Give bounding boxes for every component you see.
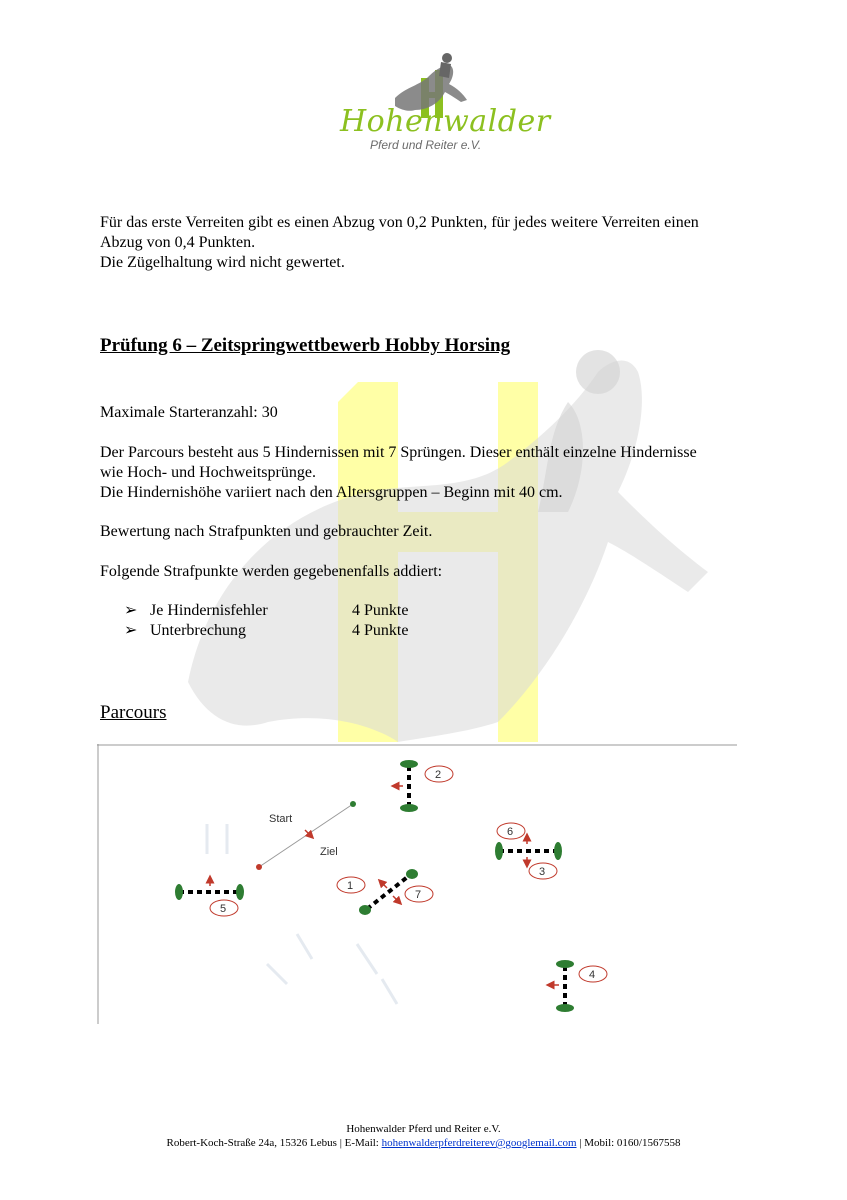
max-starters: Maximale Starteranzahl: 30: [100, 404, 278, 421]
logo-subtitle: Pferd und Reiter e.V.: [370, 138, 482, 152]
obstacle-number: 5: [220, 903, 227, 915]
obstacle-6-3: [495, 823, 562, 879]
start-post: [350, 801, 356, 807]
finish-label: Ziel: [320, 846, 338, 858]
obstacle-number: 6: [507, 826, 514, 838]
obstacle-number: 1: [347, 880, 354, 892]
penalty-value: 4 Punkte: [352, 602, 409, 619]
obstacle-number: 7: [415, 889, 422, 901]
parcours-heading: Parcours: [100, 702, 167, 723]
penalty-label: Je Hindernisfehler: [150, 602, 268, 619]
intro-line-1: Für das erste Verreiten gibt es einen Abzug von 0,2 Punkten, für jedes weitere Verreiten einen: [100, 214, 699, 231]
footer-address: Robert-Koch-Straße 24a, 15326 Lebus | E-Mail:: [166, 1137, 382, 1149]
penalties-intro: Folgende Strafpunkte werden gegebenenfalls addiert:: [100, 563, 443, 580]
logo-name: Hohenwalder: [340, 104, 551, 139]
obstacle-4: [550, 960, 607, 1012]
intro-paragraph: [100, 213, 800, 273]
obstacle-5: [175, 879, 244, 916]
footer-org-name: Hohenwalder Pferd und Reiter e.V.: [346, 1123, 501, 1135]
footer-contact: [0, 1137, 847, 1149]
finish-post: [256, 864, 262, 870]
penalty-value: 4 Punkte: [352, 622, 409, 639]
obstacle-2: [395, 760, 453, 812]
parcours-desc-line-2: wie Hoch- und Hochweitsprünge.: [100, 464, 316, 481]
section-heading: Prüfung 6 – Zeitspringwettbewerb Hobby Horsing: [100, 335, 511, 356]
parcours-desc-line-1: Der Parcours besteht aus 5 Hindernissen mit 7 Sprüngen. Dieser enthält einzelne Hindernisse: [100, 444, 697, 461]
footer-mobile: | Mobil: 0160/1567558: [576, 1137, 681, 1149]
rating-text: Bewertung nach Strafpunkten und gebrauchter Zeit.: [100, 523, 433, 540]
footer-email-link[interactable]: hohenwalderpferdreiterev@googlemail.com: [381, 1137, 577, 1149]
obstacle-number: 4: [589, 969, 596, 981]
parcours-desc-line-3: Die Hindernishöhe variiert nach den Altersgruppen – Beginn mit 40 cm.: [100, 484, 563, 501]
intro-line-3: Die Zügelhaltung wird nicht gewertet.: [100, 254, 345, 271]
watermark-logo: [168, 342, 728, 742]
parcours-description: [100, 443, 800, 503]
parcours-diagram: [97, 744, 737, 1024]
start-label: Start: [269, 813, 293, 825]
obstacle-1-7: [337, 869, 433, 915]
obstacle-number: 2: [435, 769, 442, 781]
intro-line-2: Abzug von 0,4 Punkten.: [100, 234, 256, 251]
bullet-arrow-icon: ➢: [124, 622, 138, 639]
obstacle-number: 3: [539, 866, 546, 878]
penalty-label: Unterbrechung: [150, 622, 246, 639]
bullet-arrow-icon: ➢: [124, 602, 138, 619]
